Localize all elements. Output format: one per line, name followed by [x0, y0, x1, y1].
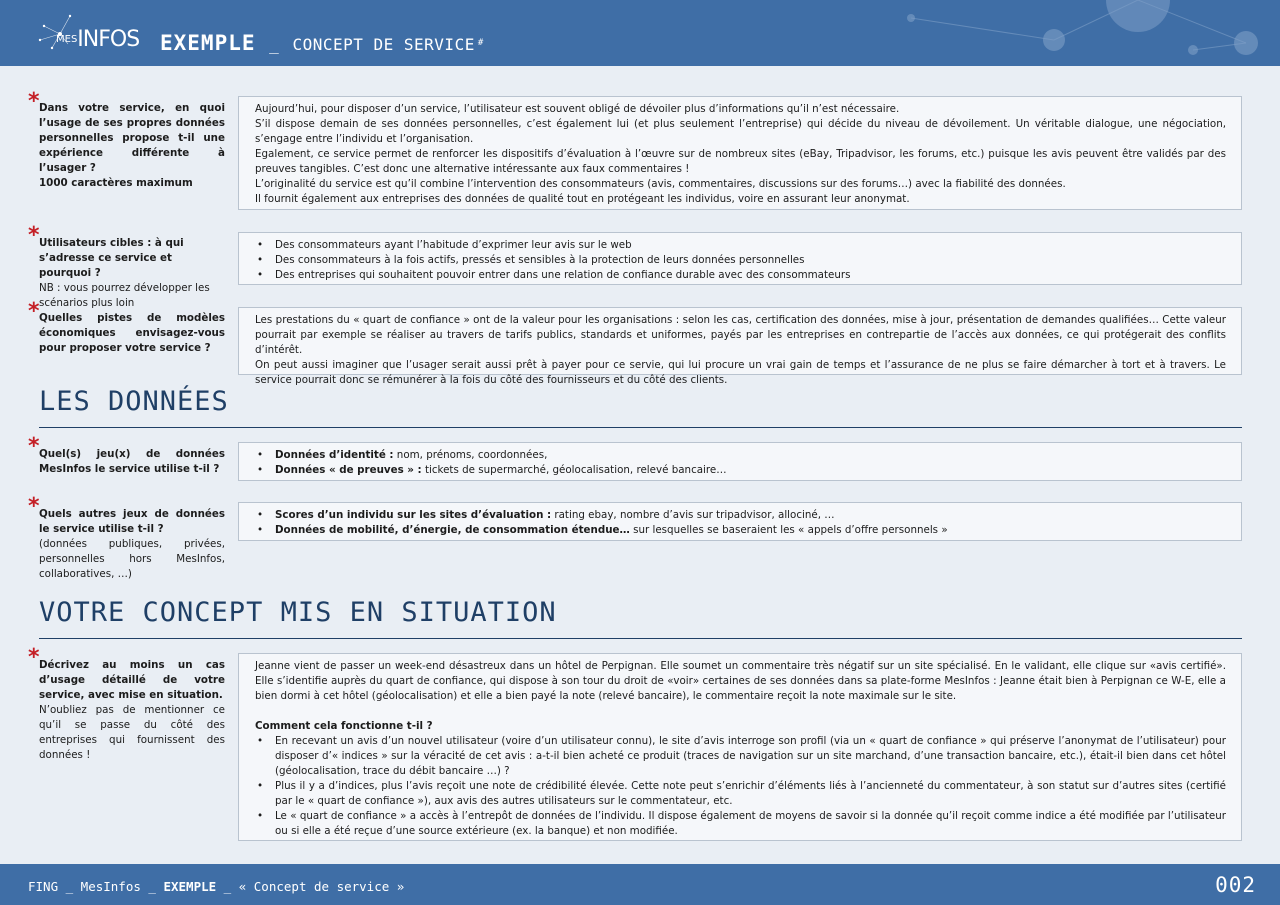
answer-box-use-case — [238, 653, 1242, 841]
answer-list — [255, 238, 1226, 283]
question-label: Décrivez au moins un cas d’usage détaillé de votre service, avec mise en situation. — [39, 659, 225, 701]
question-label: Dans votre service, en quoi l’usage de ses propres données personnelles propose t-il une expérience différente à l’usager ? — [39, 102, 225, 174]
section-divider — [39, 427, 1242, 428]
list-item: • Des consommateurs ayant l’habitude d’exprimer leur avis sur le web — [255, 238, 1226, 253]
required-asterisk: * — [28, 645, 40, 670]
logo-wordmark — [56, 27, 139, 53]
logo-mes: MES — [56, 34, 78, 45]
footer-part: FING _ MesInfos _ — [28, 879, 164, 894]
list-item-strong: Données de mobilité, d’énergie, de consommation étendue… — [275, 524, 630, 536]
answer-subtitle: Comment cela fonctionne t-il ? — [255, 720, 433, 732]
question-use-case — [39, 658, 225, 763]
question-mesinfos-datasets — [39, 447, 225, 477]
question-note: (données publiques, privées, personnelles hors MesInfos, collaboratives, …) — [39, 538, 225, 580]
question-label: Utilisateurs cibles : à qui s’adresse ce service et pourquoi ? — [39, 237, 184, 279]
title-separator: _ — [269, 35, 279, 54]
page-number: 002 — [1215, 873, 1256, 897]
question-label: Quels autres jeux de données le service utilise t-il ? — [39, 508, 225, 535]
question-other-datasets — [39, 507, 225, 582]
question-note: 1000 caractères maximum — [39, 177, 193, 189]
network-decoration — [900, 0, 1280, 66]
list-item — [255, 523, 1226, 538]
answer-paragraph: Il fournit également aux entreprises des données de qualité tout en protégeant les individus, voire en assurant leur anonymat. — [255, 193, 910, 205]
list-item: • Plus il y a d’indices, plus l’avis reçoit une note de crédibilité élevée. Cette note peut s’enrichir d’éléments liés à l’ancienneté du commentateur, à son statut sur d’autres sites (certifié par le « quart de confiance »), aux avis des autres utilisateurs sur le commentateur, etc. — [255, 779, 1226, 809]
footer-strong: EXEMPLE — [163, 879, 217, 894]
answer-box-experience — [238, 96, 1242, 210]
footer-part: _ « Concept de service » — [216, 879, 405, 894]
header-bar — [0, 0, 1280, 66]
required-asterisk: * — [28, 434, 40, 459]
answer-list — [255, 448, 1226, 478]
list-item-text: sur lesquelles se baseraient les « appels d’offre personnels » — [629, 524, 948, 536]
list-item: • En recevant un avis d’un nouvel utilisateur (voire d’un utilisateur connu), le site d’avis interroge son profil (via un « quart de confiance » qui préserve l’anonymat de l’utilisateur) pour disposer d’« indices » sur la véracité de cet avis : a-t-il bien acheté ce produit (traces de navigation sur un site marchand, d’une transaction bancaire, etc.), était-il bien dans cet hôtel (géolocalisation, trace du débit bancaire …) ? — [255, 734, 1226, 779]
list-item — [255, 463, 1226, 478]
list-item — [255, 508, 1226, 523]
answer-paragraph: Aujourd’hui, pour disposer d’un service, l’utilisateur est souvent obligé de dévoiler plus d’informations qu’il n’est nécessaire. — [255, 103, 900, 115]
question-target-users — [39, 236, 225, 311]
list-item: • Le « quart de confiance » a accès à l’entrepôt de données de l’individu. Il dispose également de moyens de savoir si la donnée qu’il reçoit comme indice a été modifiée par l’utilisateur ou si elle a été reçue d’une source extérieure (ex. la banque) et non modifiée. — [255, 809, 1226, 839]
required-asterisk: * — [28, 223, 40, 248]
list-item-strong: Scores d’un individu sur les sites d’évaluation : — [275, 509, 552, 521]
section-title-donnees: LES DONNÉES — [39, 386, 229, 417]
answer-paragraph: Les prestations du « quart de confiance » ont de la valeur pour les organisations : selon les cas, certification des données, mise à jour, présentation de demandes qualifiées… Cette valeur pourrait par exemple se réaliser au travers de tarifs publics, standards et uniformes, payés par les entreprises en contrepartie de l’accès aux données, ce qui protégerait des conflits d’intérêt. — [255, 314, 1226, 356]
title-hash: # — [477, 38, 484, 48]
list-item: • Des entreprises qui souhaitent pouvoir entrer dans une relation de confiance durable avec des consommateurs — [255, 268, 1226, 283]
answer-list — [255, 734, 1226, 839]
logo-infos: INFOS — [77, 27, 140, 52]
section-divider — [39, 638, 1242, 639]
answer-paragraph: L’originalité du service est qu’il combine l’intervention des consommateurs (avis, commentaires, discussions sur des forums…) avec la fiabilité des données. — [255, 178, 1066, 190]
answer-paragraph: Jeanne vient de passer un week-end désastreux dans un hôtel de Perpignan. Elle soumet un commentaire très négatif sur un site spécialisé. En le validant, elle clique sur «avis certifié». Elle s’identifie auprès du quart de confiance, qui dispose à son tour du droit de «voir» certaines de ses données dans sa plate-forme MesInfos : Jeanne était bien à Perpignan ce W-E, elle a bien dormi à cet hôtel (géolocalisation) et elle a bien payé la note (relevé bancaire), le commentaire reçoit la note maximale sur le site. — [255, 660, 1226, 702]
footer-breadcrumb — [28, 879, 404, 894]
question-note: N’oubliez pas de mentionner ce qu’il se passe du côté des entreprises qui fournissent des données ! — [39, 704, 225, 761]
footer-bar — [0, 864, 1280, 905]
list-item — [255, 448, 1226, 463]
title-light: CONCEPT DE SERVICE — [292, 35, 475, 54]
answer-paragraph: On peut aussi imaginer que l’usager serait aussi prêt à payer pour ce servie, qui lui procure un vrai gain de temps et l’assurance de ne plus se faire démarcher à tort et à travers. Le service pourrait donc se rémunérer à la fois du côté des fournisseurs et du côté des clients. — [255, 359, 1226, 386]
list-item-text: rating ebay, nombre d’avis sur tripadvisor, allociné, … — [551, 509, 835, 521]
answer-box-mesinfos-datasets — [238, 442, 1242, 481]
answer-paragraph: S’il dispose demain de ses données personnelles, c’est également lui (et plus seulement l’entreprise) qui décide du niveau de dévoilement. Un véritable dialogue, une négociation, s’engage entre l’individu et l’organisation. — [255, 118, 1226, 145]
answer-paragraph: Egalement, ce service permet de renforcer les dispositifs d’évaluation à l’œuvre sur de nombreux sites (eBay, Tripadvisor, les forums, etc.) puisque les avis peuvent être validés par des preuves tangibles. C’est donc une alternative intéressante aux faux commentaires ! — [255, 148, 1226, 175]
answer-box-business-model — [238, 307, 1242, 386]
required-asterisk: * — [28, 89, 40, 114]
answer-box-target-users — [238, 232, 1242, 285]
required-asterisk: * — [28, 494, 40, 519]
list-item-strong: Données d’identité : — [275, 449, 394, 461]
question-note: NB : vous pourrez développer les scénarios plus loin — [39, 282, 210, 309]
required-asterisk: * — [28, 299, 40, 324]
question-label: Quel(s) jeu(x) de données MesInfos le service utilise t-il ? — [39, 448, 225, 475]
question-experience — [39, 101, 225, 191]
title-strong: EXEMPLE — [160, 31, 256, 55]
list-item-text: tickets de supermarché, géolocalisation, relevé bancaire… — [421, 464, 727, 476]
answer-box-other-datasets — [238, 502, 1242, 541]
answer-list — [255, 508, 1226, 538]
list-item-strong: Données « de preuves » : — [275, 464, 422, 476]
question-business-model — [39, 311, 225, 356]
section-title-concept: VOTRE CONCEPT MIS EN SITUATION — [39, 597, 557, 628]
list-item: • Des consommateurs à la fois actifs, pressés et sensibles à la protection de leurs données personnelles — [255, 253, 1226, 268]
question-label: Quelles pistes de modèles économiques envisagez-vous pour proposer votre service ? — [39, 312, 225, 354]
list-item-text: nom, prénoms, coordonnées, — [393, 449, 548, 461]
page-title — [160, 31, 483, 57]
